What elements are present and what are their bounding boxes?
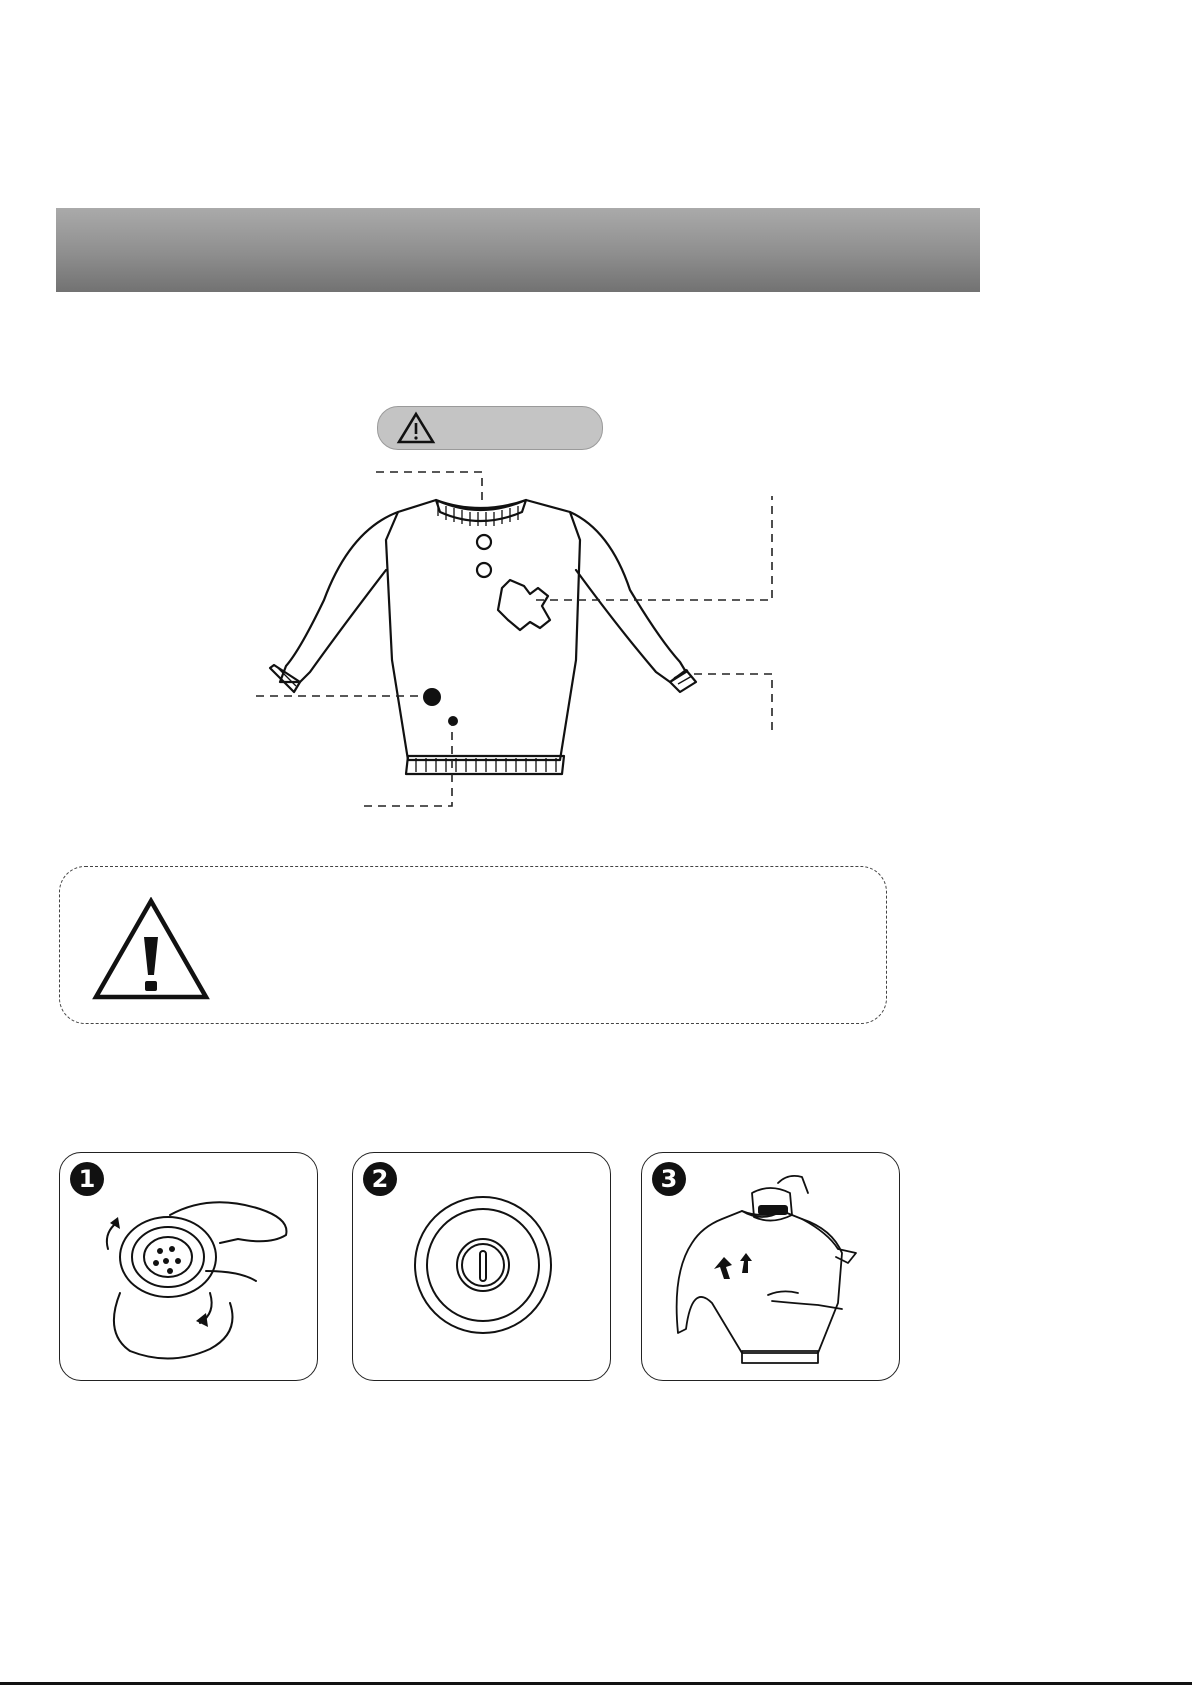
step-panel-3 <box>641 1152 900 1381</box>
power-button-icon <box>353 1153 611 1381</box>
dog-appliqué <box>498 580 550 630</box>
step-panel-1 <box>59 1152 318 1381</box>
sweater-button-top <box>477 535 491 549</box>
step-number-badge: 1 <box>70 1162 104 1196</box>
section-header-bar <box>56 208 980 292</box>
warning-triangle-icon <box>396 411 436 445</box>
pill-fuzz-large <box>423 688 441 706</box>
caution-box <box>59 866 887 1024</box>
callout-cuff <box>694 674 772 732</box>
sweater-button-bottom <box>477 563 491 577</box>
warning-label-pill <box>377 406 603 450</box>
step-number-badge: 3 <box>652 1162 686 1196</box>
pill-fuzz-small <box>448 716 458 726</box>
step-panel-2 <box>352 1152 611 1381</box>
callout-collar <box>376 472 482 502</box>
use-on-sweater-illustration <box>642 1153 900 1381</box>
sweater-body <box>386 500 580 760</box>
sweater-right-sleeve <box>570 512 686 682</box>
sweater-illustration <box>240 460 800 820</box>
sweater-waistband <box>406 756 564 774</box>
sweater-left-sleeve <box>280 512 398 682</box>
step-number-badge: 2 <box>363 1162 397 1196</box>
caution-exclamation-icon <box>92 897 210 1001</box>
attach-blade-illustration <box>60 1153 318 1381</box>
